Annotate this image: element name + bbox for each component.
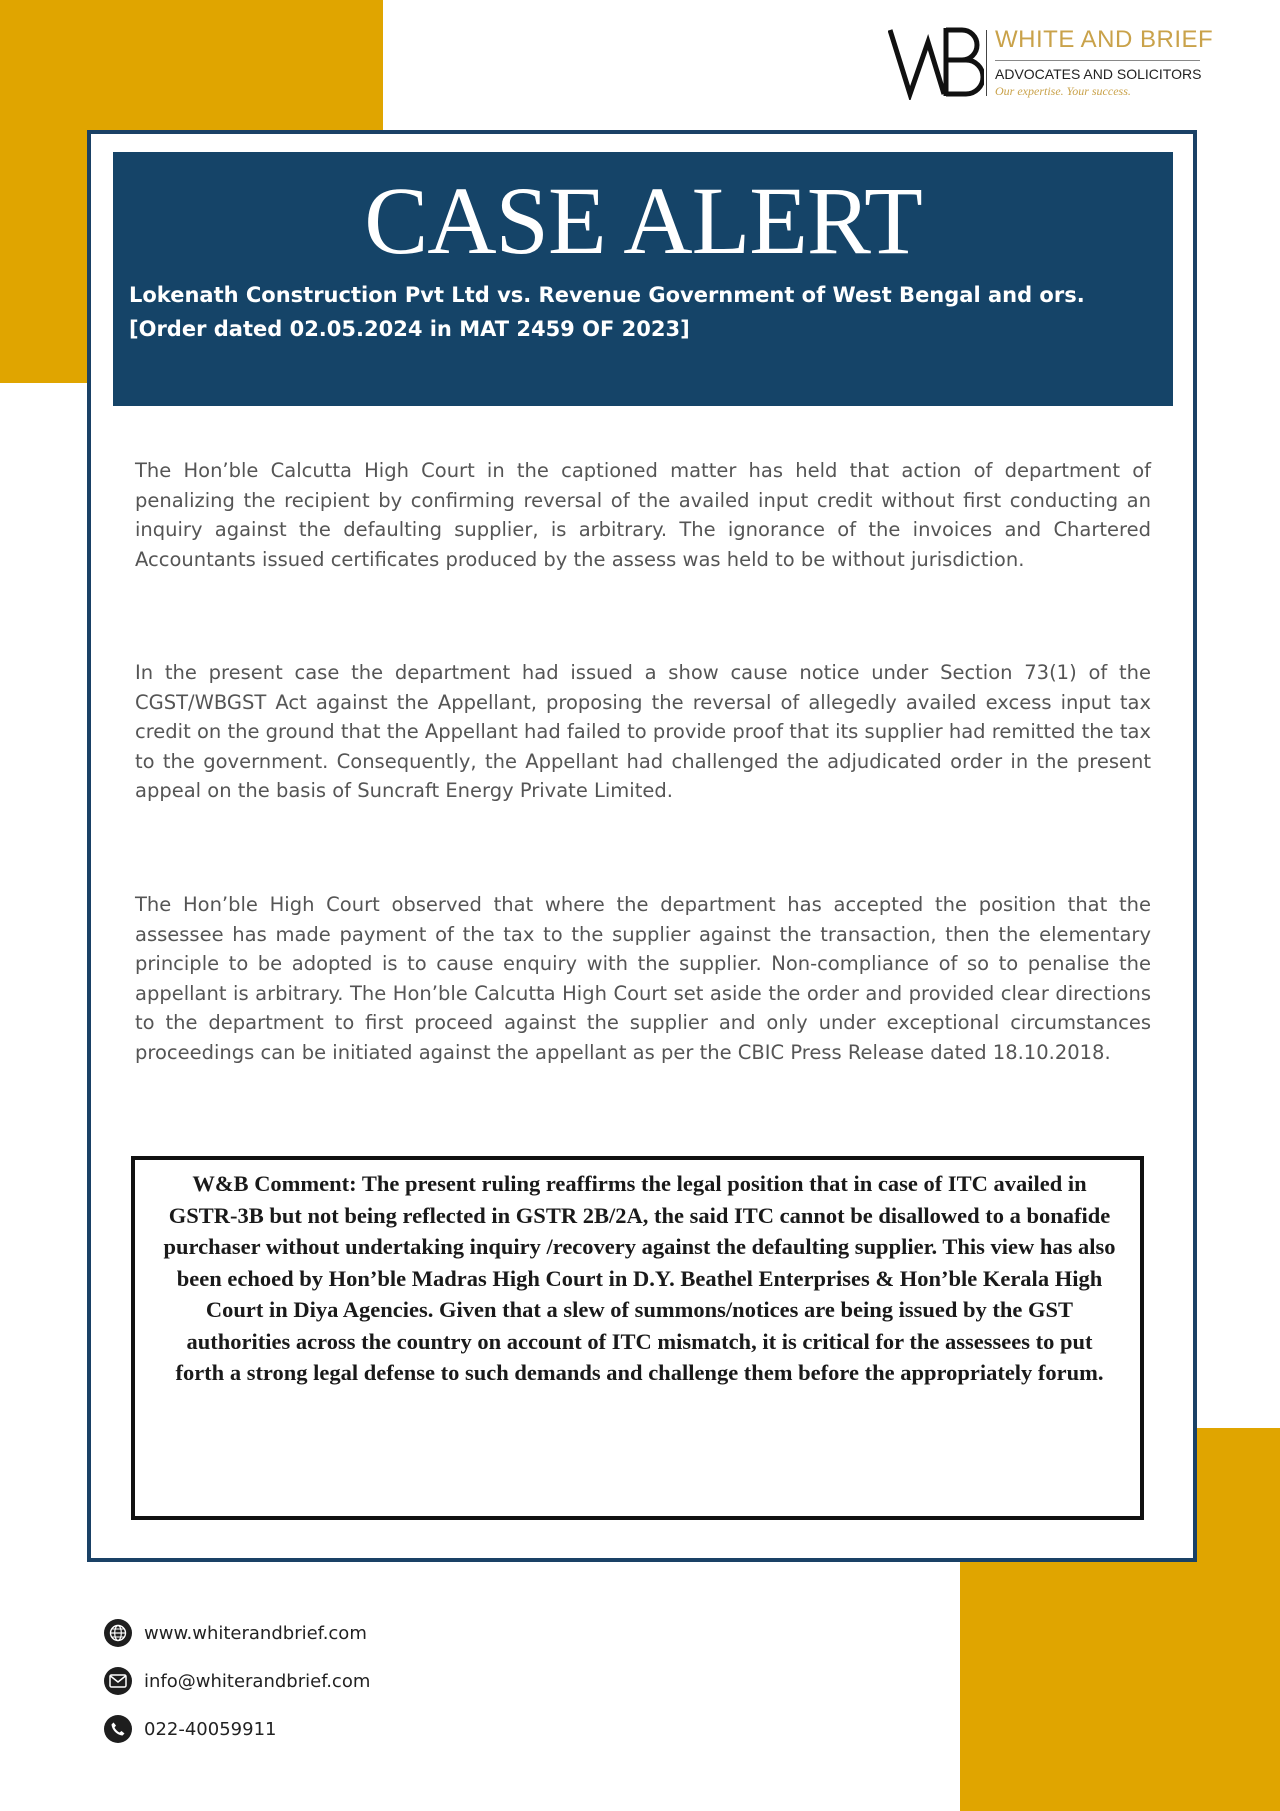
case-citation xyxy=(129,278,1163,346)
phone-icon xyxy=(104,1715,132,1743)
website-link[interactable]: www.whiterandbrief.com xyxy=(144,1622,367,1644)
body-paragraph-observation: The Hon’ble High Court observed that where the department has accepted the position that the assessee has made payment of the tax to the supplier against the transaction, then the elementary principle to be adopted is to cause enquiry with the supplier. Non-compliance of so to penalise the appellant is arbitrary. The Hon’ble Calcutta High Court set aside the order and provided clear directions to the department to first proceed against the supplier and only under exceptional circumstances proceedings can be initiated against the appellant as per the CBIC Press Release dated 18.10.2018. xyxy=(135,893,1151,1064)
wb-comment-box xyxy=(131,1156,1144,1520)
contact-phone[interactable] xyxy=(104,1714,276,1744)
phone-number[interactable]: 022-40059911 xyxy=(144,1718,277,1740)
brand-tagline: ADVOCATES AND SOLICITORS xyxy=(995,66,1202,82)
email-link[interactable]: info@whiterandbrief.com xyxy=(144,1670,371,1692)
globe-icon xyxy=(104,1619,132,1647)
order-reference: [Order dated 02.05.2024 in MAT 2459 OF 2023] xyxy=(129,317,690,341)
case-name: Lokenath Construction Pvt Ltd vs. Revenue Government of West Bengal and ors. xyxy=(129,283,1085,307)
body-paragraph-holding: The Hon’ble Calcutta High Court in the captioned matter has held that action of department of penalizing the recipient by confirming reversal of the availed input credit without first conducting an inquiry against the defaulting supplier, is arbitrary. The ignorance of the invoices and Chartered Accountants issued certificates produced by the assess was held to be without jurisdiction. xyxy=(135,459,1151,571)
contact-email[interactable] xyxy=(104,1666,370,1696)
wb-logo-mark xyxy=(888,24,984,100)
page-title: CASE ALERT xyxy=(364,167,922,274)
case-alert-card xyxy=(87,130,1197,1562)
wb-comment-text: W&B Comment: The present ruling reaffirms the legal position that in case of ITC availed in GSTR-3B but not being reflected in GSTR 2B/2A, the said ITC cannot be disallowed to a bonafide purchaser without undertaking inquiry /recovery against the defaulting supplier. This view has also been echoed by Hon’ble Madras High Court in D.Y. Beathel Enterprises & Hon’ble Kerala High Court in Diya Agencies. Given that a slew of summons/notices are being issued by the GST authorities across the country on account of ITC mismatch, it is critical for the assessees to put forth a strong legal defense to such demands and challenge them before the appropriately forum. xyxy=(163,1171,1116,1385)
contact-website[interactable] xyxy=(104,1618,367,1648)
envelope-icon xyxy=(104,1667,132,1695)
brand-slogan: Our expertise. Your success. xyxy=(995,84,1131,98)
logo-rule xyxy=(995,60,1200,61)
body-paragraph-facts: In the present case the department had issued a show cause notice under Section 73(1) of the CGST/WBGST Act against the Appellant, proposing the reversal of allegedly availed excess input tax credit on the ground that the Appellant had failed to provide proof that its supplier had remitted the tax to the government. Consequently, the Appellant had challenged the adjudicated order in the present appeal on the basis of Suncraft Energy Private Limited. xyxy=(135,661,1151,802)
logo-divider xyxy=(986,30,987,96)
brand-logo xyxy=(888,24,1214,100)
case-alert-banner xyxy=(113,152,1173,406)
brand-name: WHITE AND BRIEF xyxy=(995,26,1214,53)
